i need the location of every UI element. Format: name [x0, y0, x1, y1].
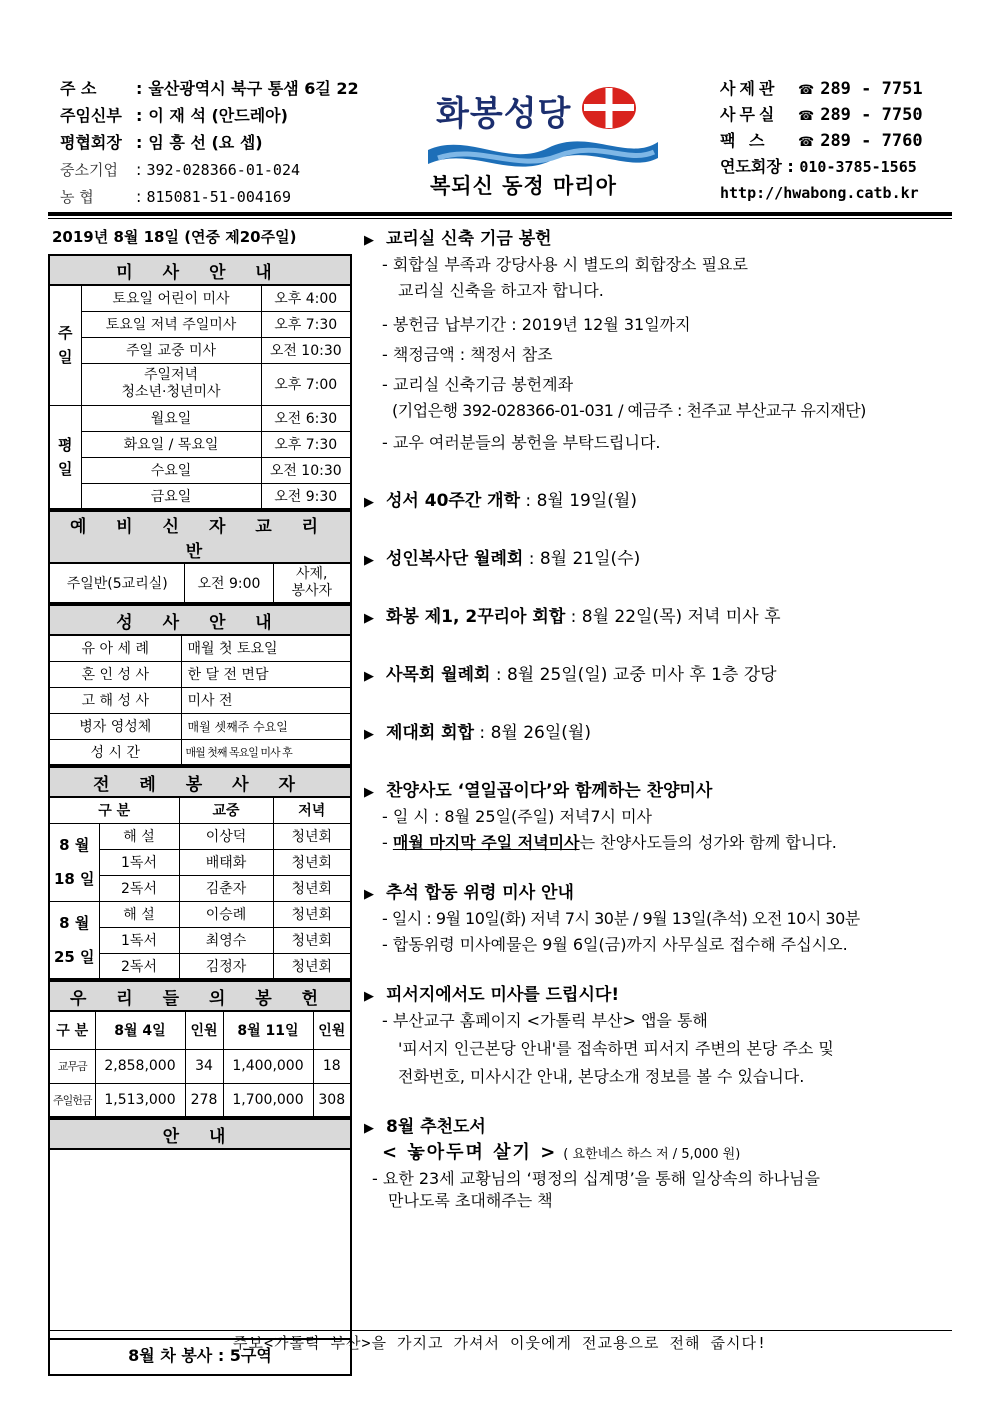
church-logo: [428, 78, 668, 208]
table-row: [49, 1049, 351, 1083]
notice-table: [48, 1118, 352, 1150]
triangle-right-icon: ▶: [364, 553, 374, 568]
table-row: [49, 563, 351, 603]
server-main: 배태화: [179, 849, 273, 875]
announcement-title: ▶ 피서지에서도 미사를 드립시다!: [364, 982, 956, 1008]
table-row: [49, 901, 351, 927]
rectory-phone: 289 - 7751: [820, 79, 923, 99]
announcement-line: 전화번호, 미사시간 안내, 본당소개 정보를 볼 수 있습니다.: [398, 1067, 805, 1086]
catechumen-time: 오전 9:00: [185, 563, 273, 603]
sacrament-name: 고 해 성 사: [49, 687, 181, 713]
bank1-label: 중소기업: [60, 161, 118, 179]
servers-table: [48, 766, 352, 980]
server-role: 1독서: [99, 849, 179, 875]
patron-saint: 복되신 동정 마리아: [430, 174, 617, 198]
mass-name: 주일 교중 미사: [81, 337, 261, 363]
column-header: 인원: [313, 1011, 351, 1049]
table-row: [49, 661, 351, 687]
yeondo-label: 연도회장: [720, 157, 782, 176]
triangle-right-icon: ▶: [364, 495, 374, 510]
table-row: [49, 483, 351, 509]
office-phone: 289 - 7750: [820, 105, 923, 125]
announcement-line: - 부산교구 홈페이지 <가톨릭 부산> 앱을 통해: [382, 1011, 708, 1030]
table-row: [49, 635, 351, 661]
catechumen-teacher: 사제, 봉사자: [273, 563, 351, 603]
announcement-line: - 교우 여러분들의 봉헌을 부탁드립니다.: [382, 433, 661, 452]
column-header: 8월 4일: [95, 1011, 185, 1049]
recommended-book: < 놓아두며 살기 > ( 요한네스 하스 저 / 5,000 원): [382, 1142, 741, 1163]
mass-time: 오전 10:30: [261, 337, 351, 363]
mass-time: 오전 6:30: [261, 405, 351, 431]
server-role: 2독서: [99, 875, 179, 901]
announcement-title: ▶ 8월 추천도서: [364, 1114, 956, 1140]
sacrament-when: 한 달 전 면담: [181, 661, 351, 687]
announcement-line: - 일시 : 9월 10일(화) 저녁 7시 30분 / 9월 13일(추석) 오전 10시 30분: [382, 909, 860, 928]
server-evening: 청년회: [273, 953, 351, 979]
offering-table: [48, 980, 352, 1118]
announcement-line: - 요한 23세 교황님의 ‘평정의 십계명’을 통해 일상속의 하나님을: [372, 1169, 820, 1188]
table-row: [49, 713, 351, 739]
mass-name: 화요일 / 목요일: [81, 431, 261, 457]
pastor-name: 이 재 석 (안드레아): [148, 106, 288, 125]
header-divider-thin: [48, 218, 952, 219]
offering-type: 교무금: [49, 1049, 95, 1083]
phone-icon: ☎: [798, 83, 815, 98]
mass-name: 주일저녁 청소년·청년미사: [81, 363, 261, 405]
sacrament-name: 성 시 간: [49, 739, 181, 765]
server-evening: 청년회: [273, 849, 351, 875]
yeondo-phone: 010-3785-1565: [799, 158, 917, 176]
notice-title: 안 내: [49, 1119, 351, 1149]
duty-district: 8월 차 봉사 : 5구역: [48, 1340, 352, 1376]
sacrament-name: 유 아 세 례: [49, 635, 181, 661]
offering-type: 주일헌금: [49, 1083, 95, 1117]
column-header: 교중: [179, 797, 273, 823]
offering-count: 278: [185, 1083, 223, 1117]
announcement-title: ▶ 사목회 월례회 : 8월 25일(일) 교중 미사 후 1층 강당: [364, 662, 956, 688]
left-column: [48, 224, 352, 1376]
cross-emblem-icon: [580, 84, 638, 132]
announcement-line: 교리실 신축을 하고자 합니다.: [398, 281, 604, 300]
sacraments-table: [48, 604, 352, 766]
sunday-label: 주일: [49, 285, 81, 405]
table-row: [49, 739, 351, 765]
server-role: 해 설: [99, 823, 179, 849]
fax-number: 289 - 7760: [820, 131, 923, 151]
triangle-right-icon: ▶: [364, 1121, 374, 1136]
server-role: 2독서: [99, 953, 179, 979]
bulletin-date: 2019년 8월 18일 (연중 제20주일): [52, 228, 297, 246]
triangle-right-icon: ▶: [364, 989, 374, 1004]
announcement-title: ▶ 찬양사도 ‘열일곱이다’와 함께하는 찬양미사: [364, 778, 956, 804]
mass-time: 오전 9:30: [261, 483, 351, 509]
mass-name: 월요일: [81, 405, 261, 431]
announcement-title: ▶ 화봉 제1, 2꾸리아 회합 : 8월 22일(목) 저녁 미사 후: [364, 604, 956, 630]
header-divider: [48, 212, 952, 216]
server-main: 김정자: [179, 953, 273, 979]
announcement-line: - 매월 마지막 주일 저녁미사는 찬양사도들의 성가와 함께 합니다.: [382, 833, 837, 852]
servers-title: 전 례 봉 사 자: [49, 767, 351, 797]
mass-time: 오후 7:30: [261, 311, 351, 337]
announcement-title: ▶ 제대회 회합 : 8월 26일(월): [364, 720, 956, 746]
triangle-right-icon: ▶: [364, 727, 374, 742]
church-name: 화봉성당: [436, 94, 572, 134]
sacrament-when: 매월 첫째 목요일 미사 후: [181, 739, 351, 765]
sacrament-when: 미사 전: [181, 687, 351, 713]
offering-count: 34: [185, 1049, 223, 1083]
council-label: 평협회장: [60, 133, 122, 152]
sacrament-when: 매월 셋째주 수요일: [181, 713, 351, 739]
offering-amount: 1,700,000: [223, 1083, 313, 1117]
announcement-line: - 합동위령 미사예물은 9월 6일(금)까지 사무실로 접수해 주십시오.: [382, 935, 848, 954]
triangle-right-icon: ▶: [364, 611, 374, 626]
church-info: 주 소 : 울산광역시 북구 통샘 6길 22 주임신부 : 이 재 석 (안드레아) 평협회장 : 임 흥 선 (요 셉) 중소기업 : 392-028366-01-024 농 협 : 815081-51-004169: [60, 76, 359, 211]
table-row: [49, 311, 351, 337]
address-label: 주 소: [60, 79, 97, 98]
server-main: 이승례: [179, 901, 273, 927]
column-header: 저녁: [273, 797, 351, 823]
table-row: [49, 823, 351, 849]
triangle-right-icon: ▶: [364, 887, 374, 902]
sacrament-when: 매월 첫 토요일: [181, 635, 351, 661]
table-row: [49, 1083, 351, 1117]
offering-count: 18: [313, 1049, 351, 1083]
announcement-line: - 회합실 부족과 강당사용 시 별도의 회합장소 필요로: [382, 255, 748, 274]
footer-divider: [48, 1330, 952, 1331]
announcement-line: - 책정금액 : 책정서 참조: [382, 345, 553, 364]
server-evening: 청년회: [273, 875, 351, 901]
mass-time: 오후 4:00: [261, 285, 351, 311]
table-row: [49, 405, 351, 431]
mass-name: 토요일 어린이 미사: [81, 285, 261, 311]
table-row: [49, 363, 351, 405]
wave-icon: [428, 128, 658, 174]
sacraments-title: 성 사 안 내: [49, 605, 351, 635]
table-row: [49, 1011, 351, 1049]
mass-name: 수요일: [81, 457, 261, 483]
column-header: 인원: [185, 1011, 223, 1049]
triangle-right-icon: ▶: [364, 233, 374, 248]
mass-schedule-title: 미 사 안 내: [49, 255, 351, 285]
server-main: 이상덕: [179, 823, 273, 849]
weekday-label: 평일: [49, 405, 81, 509]
announcement-title: ▶ 성인복사단 월례회 : 8월 21일(수): [364, 546, 956, 572]
notice-body: [48, 1150, 352, 1340]
announcement-line: 만나도록 초대해주는 책: [388, 1191, 553, 1210]
pastor-label: 주임신부: [60, 106, 122, 125]
mass-name: 금요일: [81, 483, 261, 509]
table-row: [49, 285, 351, 311]
bulletin-header: [48, 68, 952, 212]
triangle-right-icon: ▶: [364, 785, 374, 800]
column-header: 구 분: [49, 1011, 95, 1049]
mass-time: 오후 7:00: [261, 363, 351, 405]
table-row: [49, 687, 351, 713]
contact-info: 사제관 ☎ 289 - 7751 사무실 ☎ 289 - 7750 팩 스 ☎ 289 - 7760 연도회장 : 010-3785-1565 http://hwabong.catb.kr: [720, 76, 923, 206]
offering-title: 우 리 들 의 봉 헌: [49, 981, 351, 1011]
table-row: [49, 431, 351, 457]
council-name: 임 흥 선 (요 셉): [148, 133, 263, 152]
server-evening: 청년회: [273, 927, 351, 953]
mass-time: 오후 7:30: [261, 431, 351, 457]
server-main: 최영수: [179, 927, 273, 953]
mass-time: 오전 10:30: [261, 457, 351, 483]
service-date: 8 월 25 일: [49, 901, 99, 979]
announcements: [364, 226, 956, 1214]
bank1-account: 392-028366-01-024: [146, 161, 301, 179]
column-header: 8월 11일: [223, 1011, 313, 1049]
announcement-line: - 일 시 : 8월 25일(주일) 저녁7시 미사: [382, 807, 652, 826]
server-evening: 청년회: [273, 901, 351, 927]
announcement-line: (기업은행 392-028366-01-031 / 예금주 : 천주교 부산교구 유지재단): [392, 401, 866, 420]
catechumen-class: 주일반(5교리실): [49, 563, 185, 603]
phone-icon: ☎: [798, 109, 815, 124]
footer-message: 주보<가톨릭 부산>을 가지고 가셔서 이웃에게 전교용으로 전해 줍시다!: [232, 1334, 768, 1352]
mass-schedule-table: [48, 254, 352, 510]
sacrament-name: 혼 인 성 사: [49, 661, 181, 687]
fax-label: 팩 스: [720, 131, 769, 150]
server-main: 김춘자: [179, 875, 273, 901]
rectory-label: 사제관: [720, 79, 779, 98]
offering-amount: 1,400,000: [223, 1049, 313, 1083]
bank2-label: 농 협: [60, 188, 94, 206]
website-link[interactable]: http://hwabong.catb.kr: [720, 184, 919, 202]
announcement-line: - 교리실 신축기금 봉헌계좌: [382, 375, 574, 394]
bank2-account: 815081-51-004169: [146, 188, 291, 206]
server-role: 1독서: [99, 927, 179, 953]
table-row: [49, 797, 351, 823]
sacrament-name: 병자 영성체: [49, 713, 181, 739]
service-date: 8 월 18 일: [49, 823, 99, 901]
table-row: [49, 457, 351, 483]
announcement-title: ▶ 추석 합동 위령 미사 안내: [364, 880, 956, 906]
offering-count: 308: [313, 1083, 351, 1117]
offering-amount: 1,513,000: [95, 1083, 185, 1117]
table-row: [49, 337, 351, 363]
phone-icon: ☎: [798, 135, 815, 150]
announcement-title: ▶ 교리실 신축 기금 봉헌: [364, 226, 956, 252]
server-evening: 청년회: [273, 823, 351, 849]
offering-amount: 2,858,000: [95, 1049, 185, 1083]
announcement-line: - 봉헌금 납부기간 : 2019년 12월 31일까지: [382, 315, 691, 334]
catechumen-title: 예 비 신 자 교 리 반: [49, 511, 351, 563]
announcement-title: ▶ 성서 40주간 개학 : 8월 19일(월): [364, 488, 956, 514]
mass-name: 토요일 저녁 주일미사: [81, 311, 261, 337]
catechumen-table: [48, 510, 352, 604]
address: 울산광역시 북구 통샘 6길 22: [148, 79, 359, 98]
server-role: 해 설: [99, 901, 179, 927]
office-label: 사무실: [720, 105, 779, 124]
triangle-right-icon: ▶: [364, 669, 374, 684]
announcement-line: '피서지 인근본당 안내'를 접속하면 피서지 주변의 본당 주소 및: [398, 1039, 834, 1058]
column-header: 구 분: [49, 797, 179, 823]
